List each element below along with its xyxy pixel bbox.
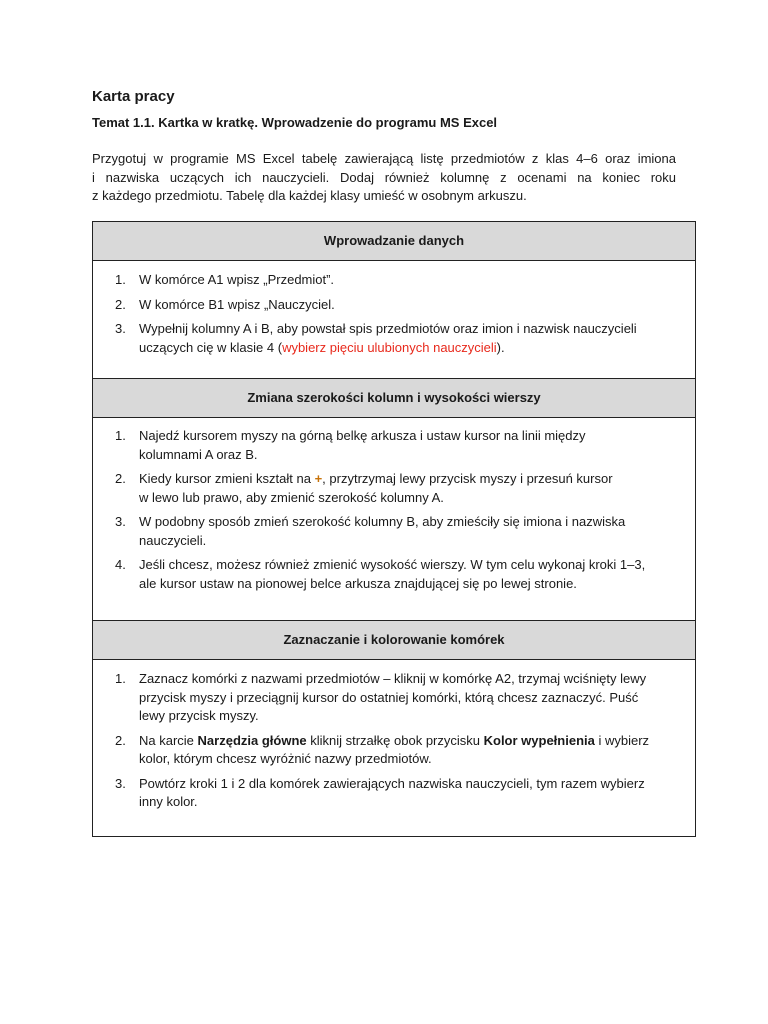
step-item: 2. Na karcie Narzędzia główne kliknij strzałkę obok przycisku Kolor wypełnienia i wybierz kolor, którym chcesz wyróżnić nazwy przedmiotów. [115, 732, 650, 766]
step-item: 4. Jeśli chcesz, możesz również zmienić wysokość wierszy. W tym celu wykonaj kroki 1–3, ale kursor ustaw na pionowej belce arkusza znajdującej się po lewej stronie. [115, 557, 646, 591]
step-item: 1. W komórce A1 wpisz „Przedmiot”. [115, 272, 335, 287]
section-body-select-color [93, 670, 695, 836]
highlighted-hint: wybierz pięciu ulubionych nauczycieli [282, 339, 497, 355]
step-item: 3. W podobny sposób zmień szerokość kolumny B, aby zmieściły się imiona i nazwiska nauczycieli. [115, 514, 626, 548]
section-heading-data-entry: Wprowadzanie danych [93, 222, 695, 261]
intro-line: Przygotuj w programie MS Excel tabelę zawierającą listę przedmiotów z klas 4–6 oraz imiona [92, 151, 676, 166]
step-item: 1. Najedź kursorem myszy na górną belkę arkusza i ustaw kursor na linii między kolumnami A oraz B. [115, 428, 586, 462]
intro-line: z każdego przedmiotu. Tabelę dla każdej klasy umieść w osobnym arkuszu. [92, 188, 527, 203]
lesson-topic: Temat 1.1. Kartka w kratkę. Wprowadzenie do programu MS Excel [92, 115, 498, 130]
section-body-column-width [93, 427, 695, 621]
document-title: Karta pracy [92, 88, 175, 105]
step-item: 3. Powtórz kroki 1 i 2 dla komórek zawierających nazwiska nauczycieli, tym razem wybierz inny kolor. [115, 775, 645, 809]
intro-line: i nazwiska uczących ich nauczycieli. Dodaj również kolumnę z ocenami na koniec roku [92, 169, 676, 185]
step-item: 3. Wypełnij kolumny A i B, aby powstał spis przedmiotów oraz imion i nazwisk nauczycieli uczących cię w klasie 4 (wybierz pięciu ulubionych nauczycieli). [115, 321, 637, 355]
resize-cursor-icon: + [314, 471, 323, 486]
intro-paragraph [92, 150, 676, 206]
step-item: 1. Zaznacz komórki z nazwami przedmiotów – kliknij w komórkę A2, trzymaj wciśnięty lewy przycisk myszy i przeciągnij kursor do ostatniej komórki, którą chcesz zaznaczyć. Puść lewy przycisk myszy. [115, 671, 647, 723]
instructions-table [92, 221, 696, 837]
step-item: 2. Kiedy kursor zmieni kształt na +, przytrzymaj lewy przycisk myszy i przesuń kursor w lewo lub prawo, aby zmienić szerokość kolumny A. [115, 471, 613, 505]
section-heading-column-width: Zmiana szerokości kolumn i wysokości wierszy [93, 379, 695, 418]
section-heading-select-color: Zaznaczanie i kolorowanie komórek [93, 621, 695, 660]
step-item: 2. W komórce B1 wpisz „Nauczyciel. [115, 296, 335, 312]
section-body-data-entry [93, 271, 695, 379]
